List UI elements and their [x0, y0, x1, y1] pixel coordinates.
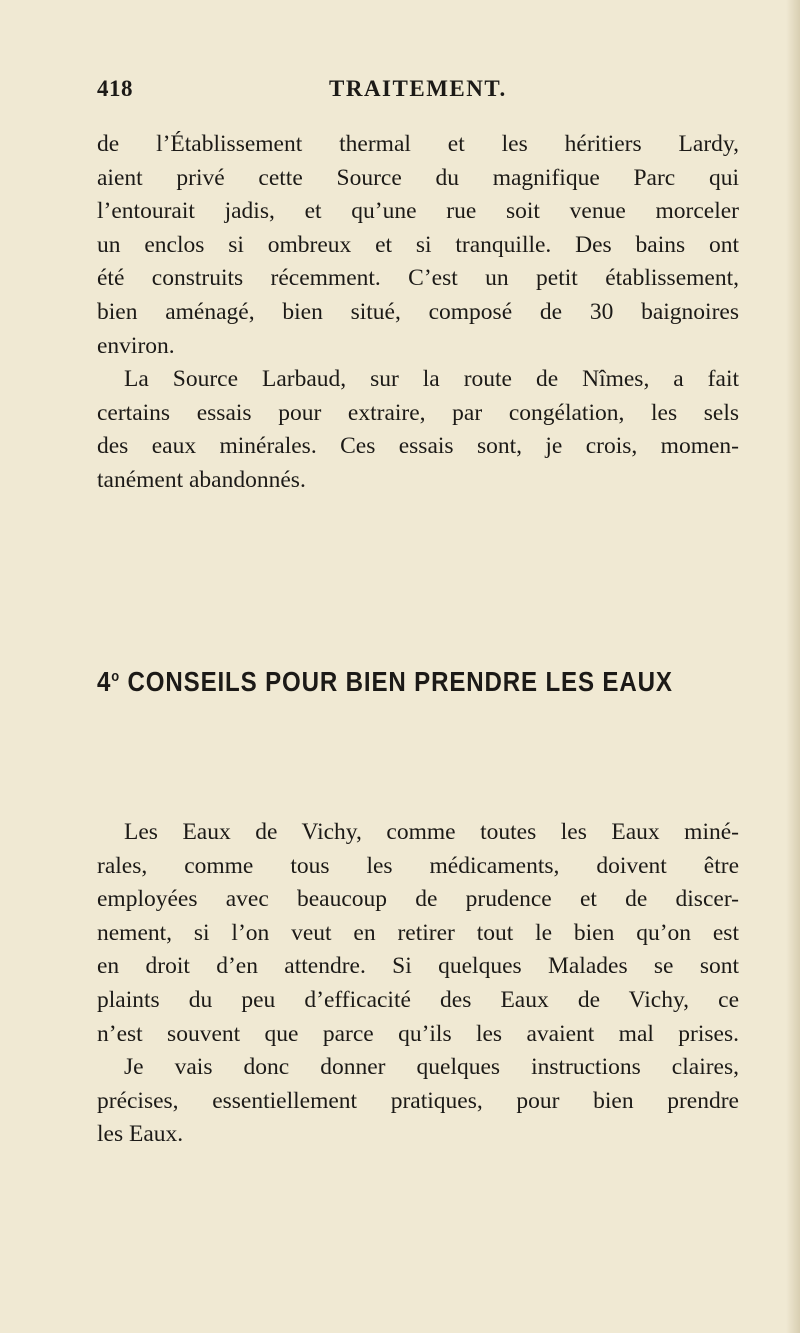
text-line: La Source Larbaud, sur la route de Nîmes, a fait: [124, 366, 739, 393]
text-line: rales, comme tous les médicaments, doivent être: [97, 852, 739, 879]
text-line: n’est souvent que parce qu’ils les avaient mal prises.: [97, 1020, 739, 1047]
text-line: certains essais pour extraire, par congélation, les sels: [97, 399, 739, 426]
text-line: bien aménagé, bien situé, composé de 30 baignoires: [97, 298, 739, 325]
text-line: des eaux minérales. Ces essais sont, je crois, momen-: [97, 433, 739, 460]
text-line: été construits récemment. C’est un petit établissement,: [97, 265, 739, 292]
text-line: tanément abandonnés.: [97, 466, 306, 493]
text-line: Les Eaux de Vichy, comme toutes les Eaux miné-: [124, 819, 739, 845]
text-line: un enclos si ombreux et si tranquille. Des bains ont: [97, 231, 739, 258]
text-line: nement, si l’on veut en retirer tout le bien qu’on est: [97, 919, 739, 946]
text-line: plaints du peu d’efficacité des Eaux de Vichy, ce: [97, 986, 739, 1013]
section-number: 4$^o$: [97, 666, 121, 697]
text-line: les Eaux.: [97, 1121, 184, 1148]
running-head: [97, 76, 737, 110]
text-block-top: [97, 128, 739, 498]
paragraph-1: [97, 128, 739, 363]
page-edge-shadow: [786, 0, 800, 1333]
page-number: 418: [97, 76, 133, 101]
running-title: TRAITEMENT.: [329, 76, 507, 101]
text-line: précises, essentiellement pratiques, pour bien prendre: [97, 1087, 739, 1114]
paragraph-4: [97, 1051, 739, 1152]
paragraph-2: [97, 363, 739, 497]
text-line: environ.: [97, 332, 175, 359]
text-line: aient privé cette Source du magnifique Parc qui: [97, 164, 739, 191]
text-line: Je vais donc donner quelques instructions claires,: [124, 1054, 739, 1081]
text-block-bottom: [97, 816, 739, 1152]
paragraph-3: [97, 816, 739, 1051]
section-heading: [97, 666, 673, 710]
text-line: employées avec beaucoup de prudence et de discer-: [97, 886, 739, 913]
text-line: en droit d’en attendre. Si quelques Malades se sont: [97, 953, 739, 980]
text-line: l’entourait jadis, et qu’une rue soit venue morceler: [97, 198, 739, 225]
text-line: de l’Établissement thermal et les héritiers Lardy,: [97, 131, 739, 157]
section-title: CONSEILS POUR BIEN PRENDRE LES EAUX: [127, 666, 673, 697]
